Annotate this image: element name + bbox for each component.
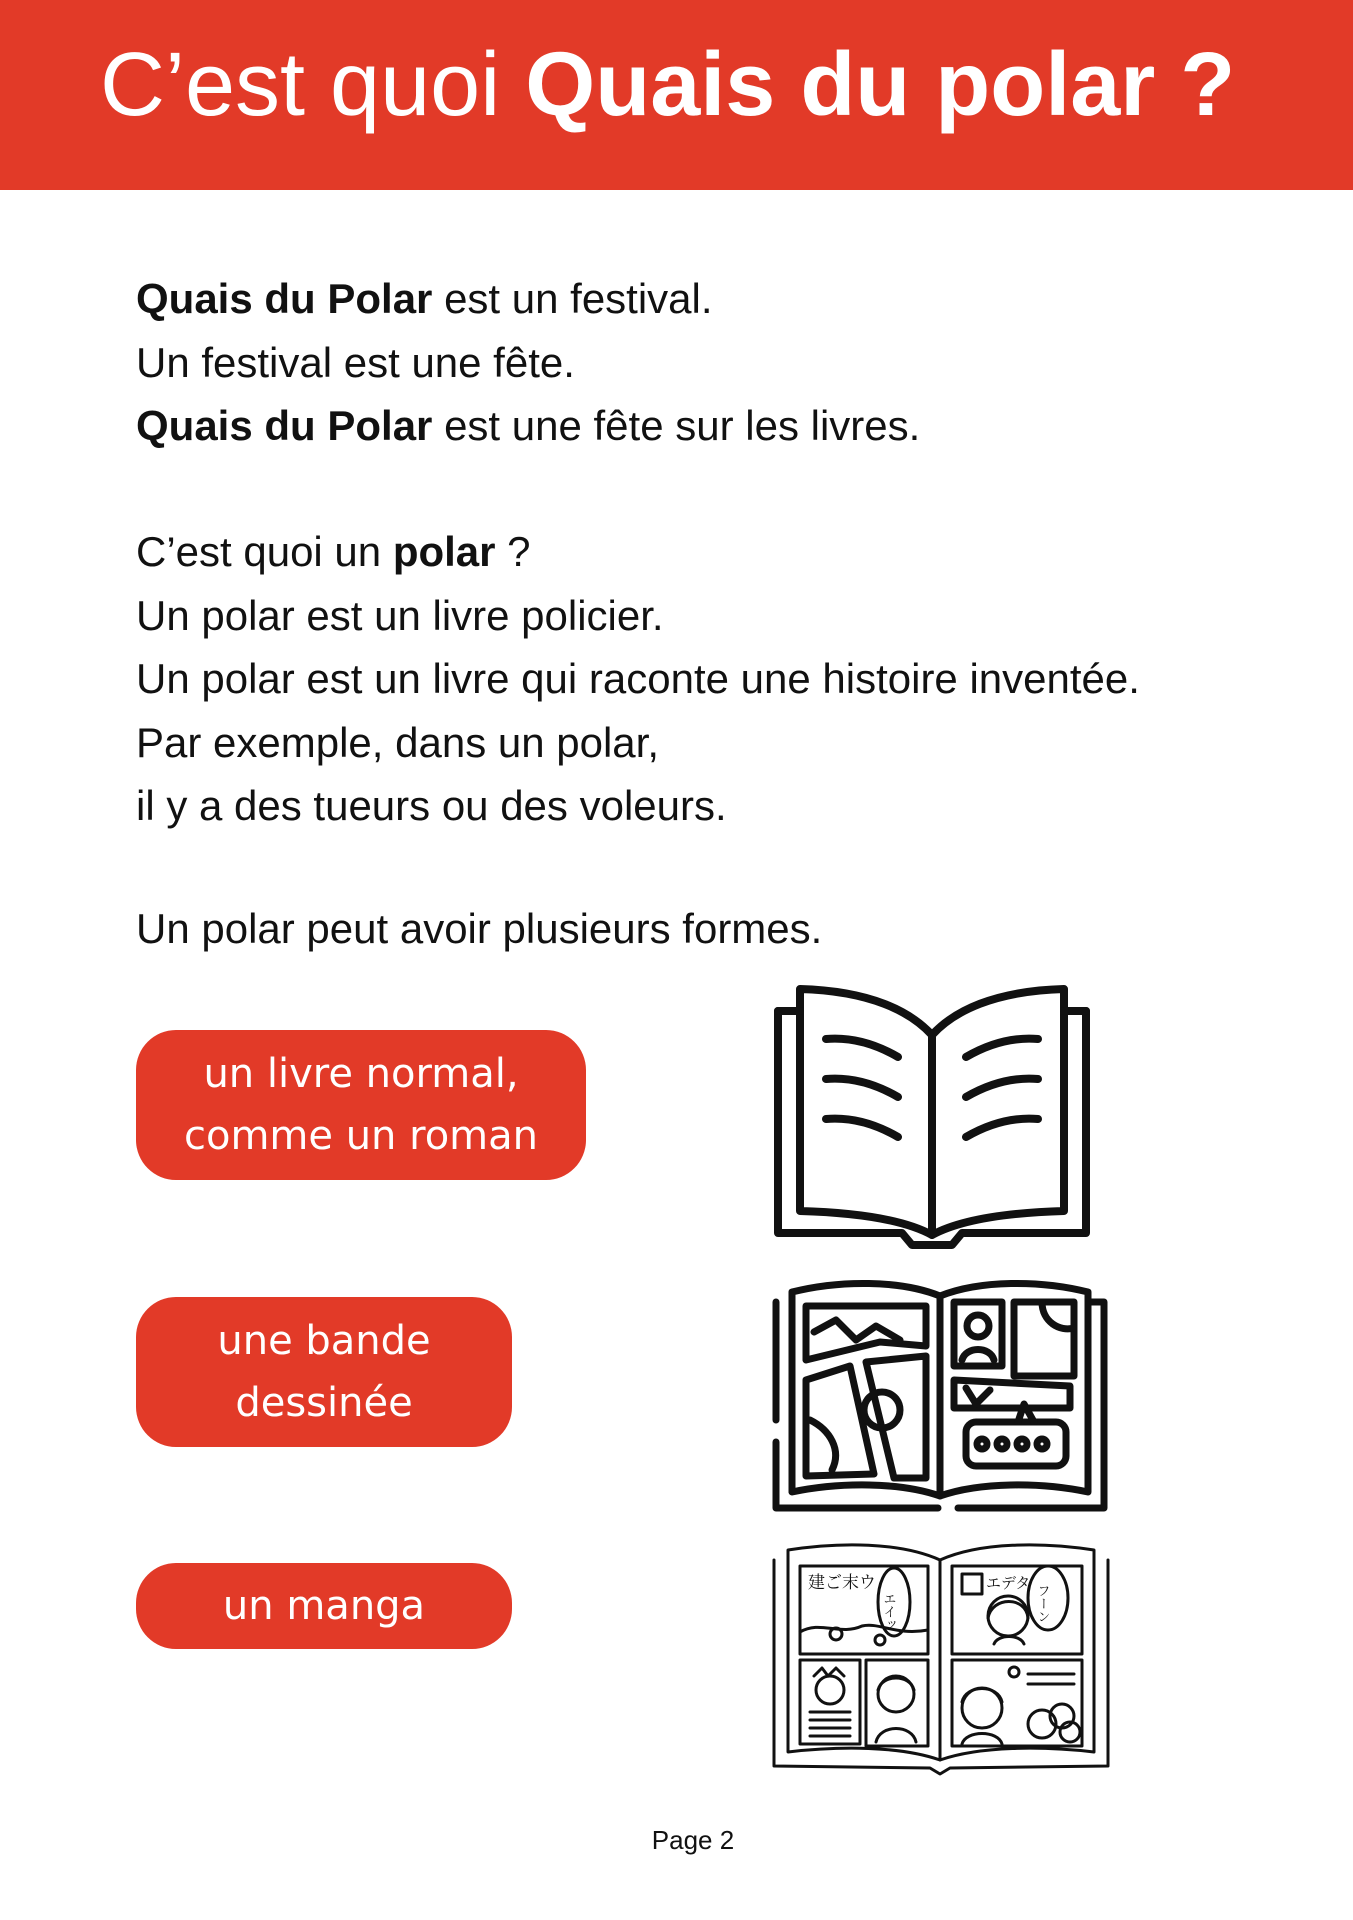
page-title [100,26,1340,144]
manga-left-bubble: エイッ [880,1592,896,1631]
intro-paragraph [136,267,1286,458]
form-pill-novel [136,1030,586,1180]
polar-definition-paragraph [136,520,1286,838]
forms-intro: Un polar peut avoir plusieurs formes. [136,905,823,952]
intro-line-2: Un festival est une fête. [136,338,575,386]
polar-line-1: Un polar est un livre policier. [136,591,664,639]
form-pill-manga [136,1563,512,1649]
polar-line-4: il y a des tueurs ou des voleurs. [136,782,727,829]
comic-book-icon [770,1270,1110,1520]
page-title-bold: Quais du polar ? [525,35,1236,135]
page-title-regular: C’est quoi [100,35,526,135]
polar-line-2: Un polar est un livre qui raconte une histoire inventée. [136,655,1140,702]
form-pill-manga-line-1: un manga [222,1583,426,1629]
form-pill-comic-line-1: une bande [217,1318,431,1364]
polar-question: C’est quoi un polar ? [136,528,531,575]
manga-left-title: 建ご末ウ [808,1573,876,1593]
intro-line-3: Quais du Polar est une fête sur les livres. [136,402,921,449]
open-book-icon [770,983,1095,1253]
manga-right-bubble: フーン [1034,1584,1050,1623]
polar-line-3: Par exemple, dans un polar, [136,718,659,766]
form-pill-novel-line-1: un livre normal, [203,1051,519,1097]
form-pill-comic [136,1297,512,1447]
form-pill-comic-line-2: dessinée [235,1380,413,1426]
header-banner [0,0,1353,190]
manga-book-icon [770,1536,1112,1781]
page-number: Page 2 [651,1825,735,1855]
manga-right-title: エデタ [986,1574,1031,1592]
form-pill-novel-line-2: comme un roman [183,1113,538,1159]
intro-line-1: Quais du Polar est un festival. [136,275,713,322]
